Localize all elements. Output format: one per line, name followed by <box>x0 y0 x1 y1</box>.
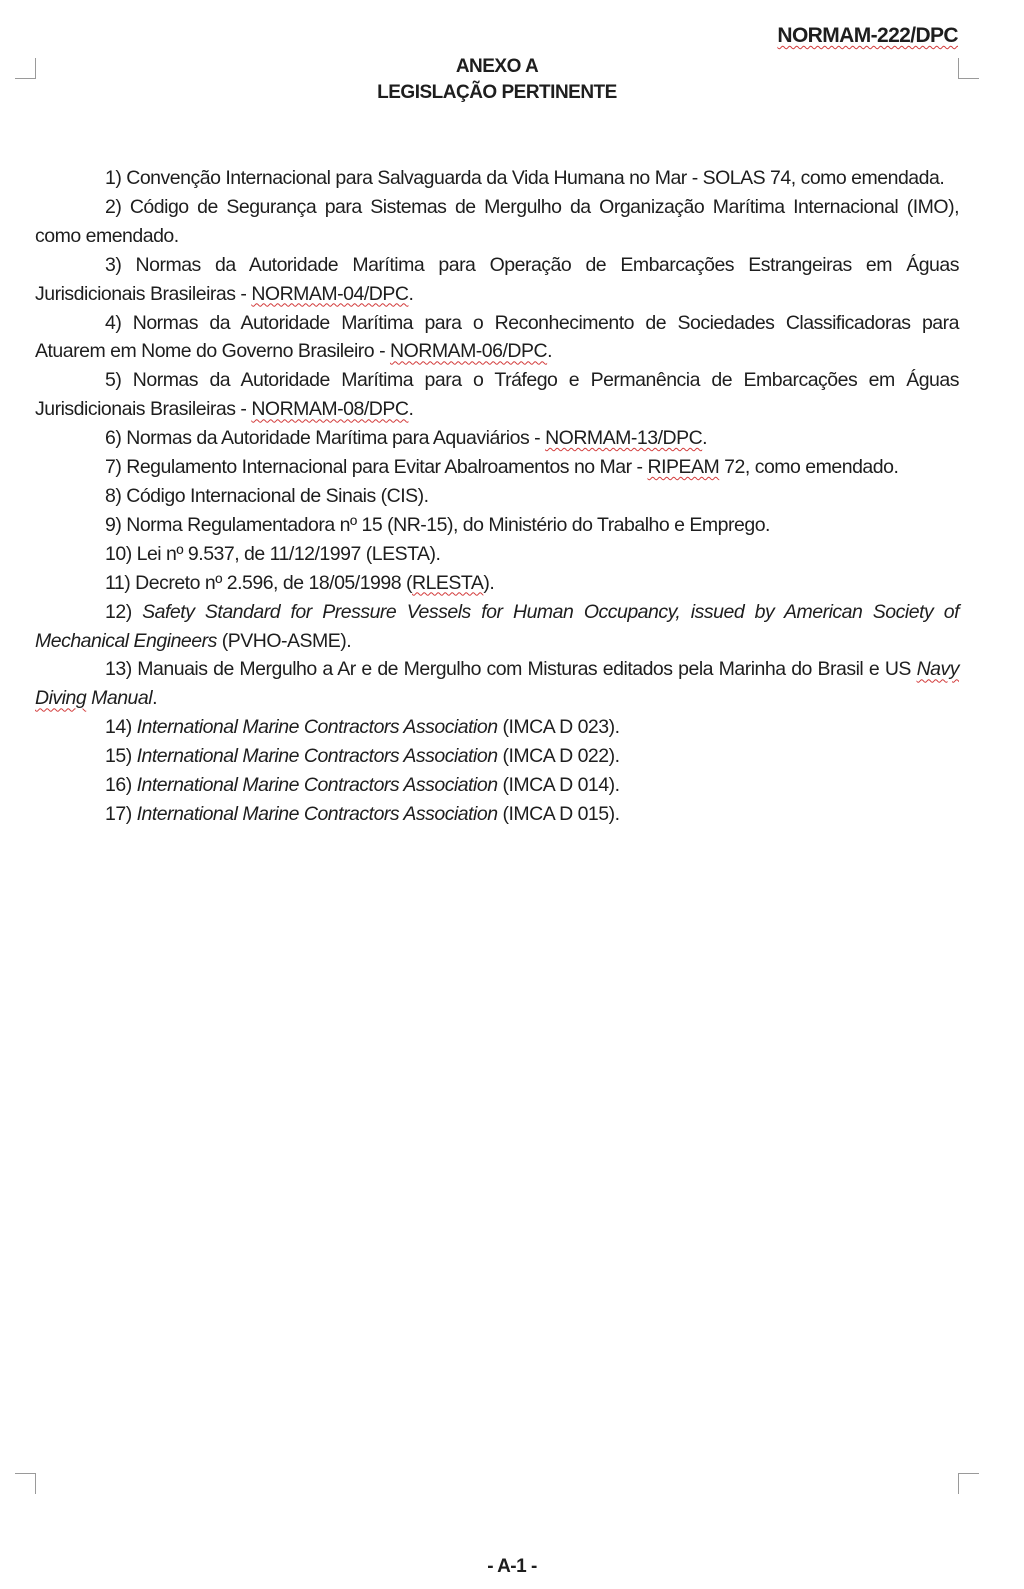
normam-code: NORMAM-08/DPC <box>251 398 409 421</box>
normam-code: NORMAM-13/DPC <box>545 427 703 450</box>
list-item-6: 6) Normas da Autoridade Marítima para Aquaviários - NORMAM-13/DPC. <box>105 427 708 450</box>
list-item-3: 3) Normas da Autoridade Marítima para Operação de Embarcações Estrangeiras em Águas Jurisdicionais Brasileiras - NORMAM-04/DPC. <box>35 253 959 305</box>
list-item-14: 14) International Marine Contractors Association (IMCA D 023). <box>105 716 620 739</box>
list-item-7: 7) Regulamento Internacional para Evitar Abalroamentos no Mar - RIPEAM 72, como emendado. <box>105 456 899 479</box>
list-item-4: 4) Normas da Autoridade Marítima para o Reconhecimento de Sociedades Classificadoras para Atuarem em Nome do Governo Brasileiro - NORMAM-06/DPC. <box>35 311 959 363</box>
list-item-11: 11) Decreto nº 2.596, de 18/05/1998 (RLESTA). <box>105 571 495 594</box>
list-item-12: 12) Safety Standard for Pressure Vessels for Human Occupancy, issued by American Society of Mechanical Engineers (PVHO-ASME). <box>35 600 959 652</box>
normam-code: NORMAM-04/DPC <box>251 282 409 305</box>
annex-subtitle: LEGISLAÇÃO PERTINENTE <box>377 82 617 103</box>
list-item-9: 9) Norma Regulamentadora nº 15 (NR-15), do Ministério do Trabalho e Emprego. <box>105 513 770 536</box>
list-item-1: 1) Convenção Internacional para Salvaguarda da Vida Humana no Mar - SOLAS 74, como emendada. <box>105 167 945 189</box>
list-item-10: 10) Lei nº 9.537, de 11/12/1997 (LESTA). <box>105 542 441 565</box>
margin-corner-bottom-left <box>15 1473 36 1494</box>
normam-code: NORMAM-06/DPC <box>389 340 548 363</box>
margin-corner-bottom-right <box>958 1473 979 1494</box>
list-item-13: 13) Manuais de Mergulho a Ar e de Mergulho com Misturas editados pela Marinha do Brasil e US Navy Diving Manual. <box>35 658 959 710</box>
annex-title: ANEXO A <box>455 56 539 77</box>
list-item-16: 16) International Marine Contractors Association (IMCA D 014). <box>105 774 620 797</box>
list-item-15: 15) International Marine Contractors Association (IMCA D 022). <box>105 745 620 768</box>
list-item-2: 2) Código de Segurança para Sistemas de Mergulho da Organização Marítima Internacional (IMO), como emendado. <box>35 195 959 247</box>
legislation-list <box>35 164 959 829</box>
rlesta-code: RLESTA <box>411 571 484 594</box>
ripeam-code: RIPEAM <box>647 456 720 479</box>
list-item-5: 5) Normas da Autoridade Marítima para o Tráfego e Permanência de Embarcações em Águas Jurisdicionais Brasileiras - NORMAM-08/DPC. <box>35 369 959 421</box>
page-number: - A-1 - <box>487 1556 537 1577</box>
list-item-8: 8) Código Internacional de Sinais (CIS). <box>105 484 429 507</box>
document-code: NORMAM-222/DPC <box>777 24 958 47</box>
list-item-17: 17) International Marine Contractors Association (IMCA D 015). <box>105 802 620 825</box>
